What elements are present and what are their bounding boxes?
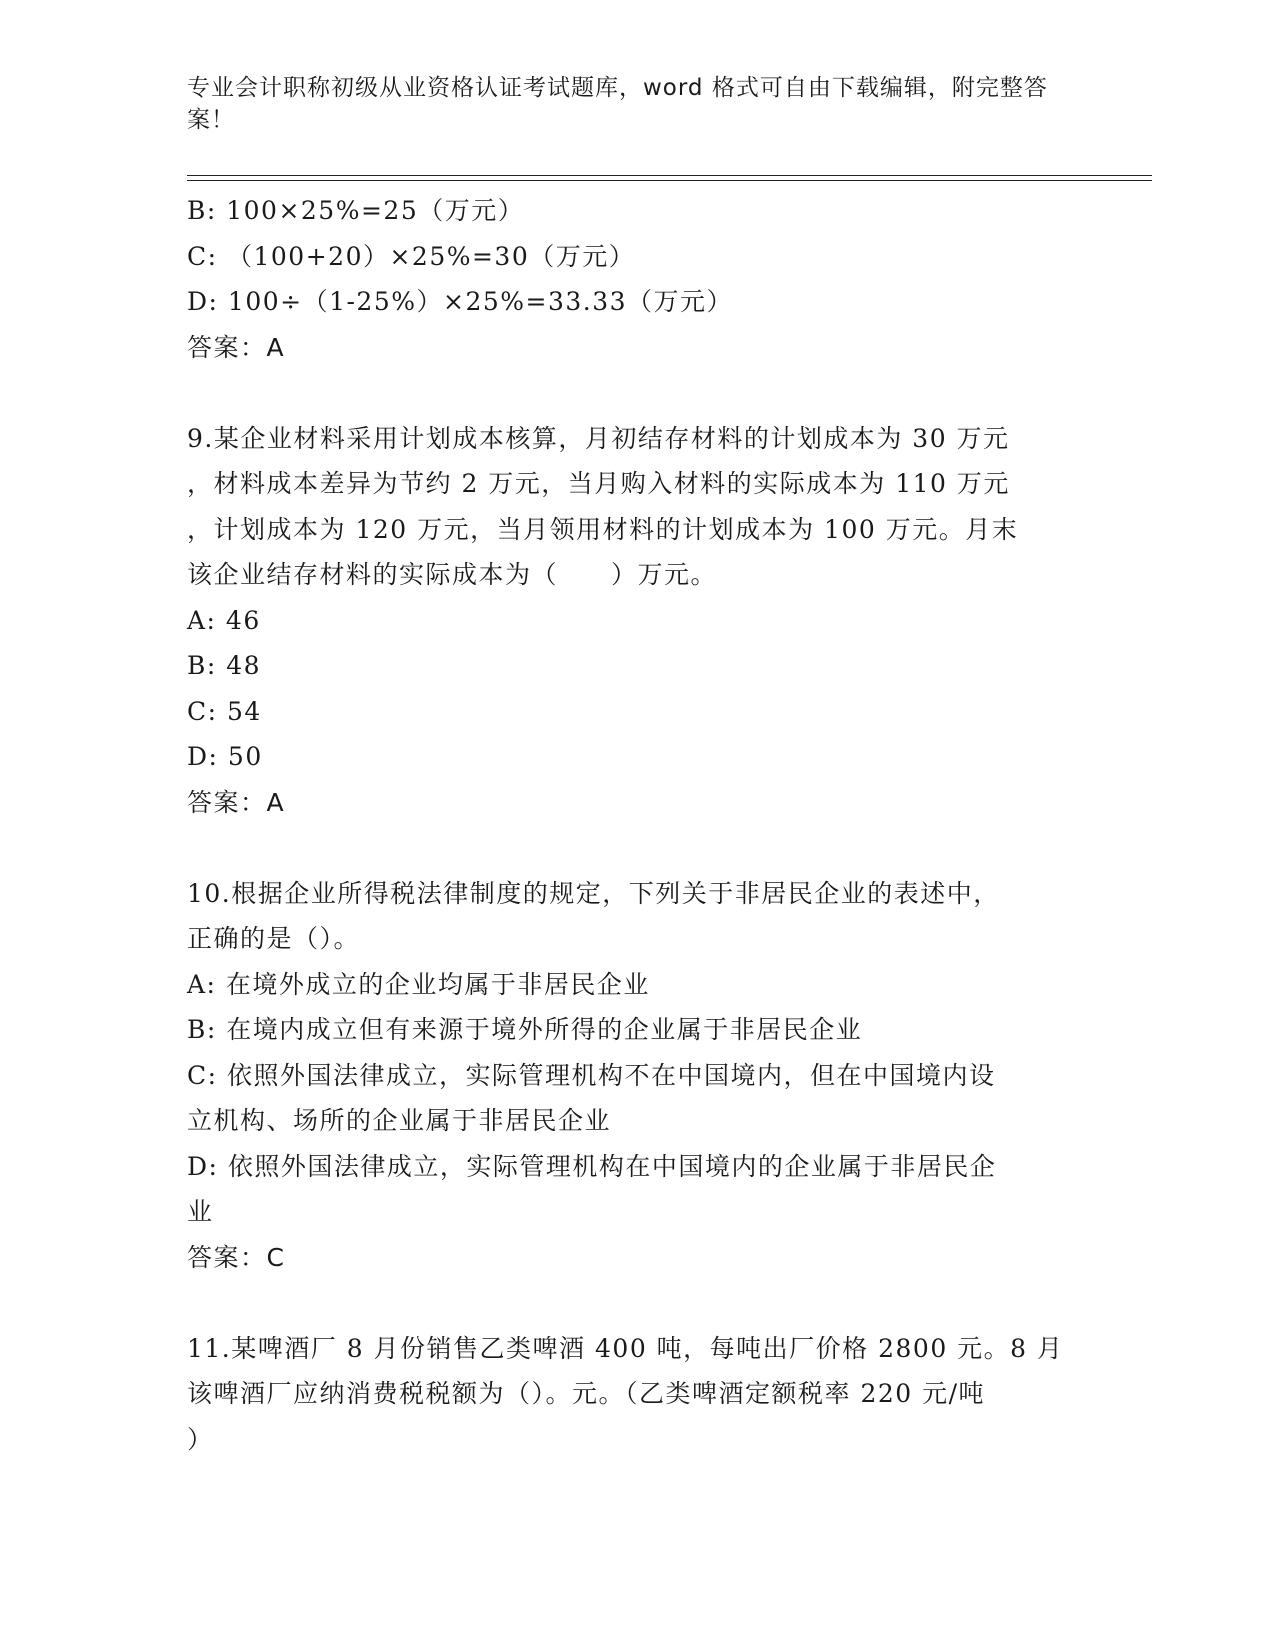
q10-option-d-line-1: D: 依照外国法律成立，实际管理机构在中国境内的企业属于非居民企 — [187, 1151, 997, 1181]
q8-option-b: B: 100×25%=25（万元） — [187, 196, 525, 225]
spacer — [187, 370, 1067, 416]
question-11 — [187, 1326, 1067, 1463]
question-9 — [187, 416, 1067, 826]
q9-answer: 答案：A — [187, 787, 286, 817]
question-8 — [187, 188, 1067, 370]
q9-stem-line-2: ，材料成本差异为节约 2 万元，当月购入材料的实际成本为 110 万元 — [187, 469, 1010, 498]
q9-option-c: C: 54 — [187, 696, 262, 726]
header-line-1: 专业会计职称初级从业资格认证考试题库，word 格式可自由下载编辑，附完整答 — [187, 75, 1048, 101]
q10-option-c-line-1: C: 依照外国法律成立，实际管理机构不在中国境内，但在中国境内设 — [187, 1060, 996, 1090]
q10-option-b: B: 在境内成立但有来源于境外所得的企业属于非居民企业 — [187, 1015, 863, 1044]
spacer — [187, 1280, 1067, 1326]
q11-stem-line-1: 11.某啤酒厂 8 月份销售乙类啤酒 400 吨，每吨出厂价格 2800 元。8 月 — [187, 1333, 1064, 1363]
header-divider-top — [187, 175, 1152, 176]
q10-option-a: A: 在境外成立的企业均属于非居民企业 — [187, 969, 650, 999]
q10-option-d-line-2: 业 — [187, 1197, 214, 1226]
q9-stem-line-3: ，计划成本为 120 万元，当月领用材料的计划成本为 100 万元。月末 — [187, 514, 1019, 544]
question-10 — [187, 871, 1067, 1281]
header-divider-bottom — [187, 180, 1152, 181]
document-body — [187, 188, 1067, 1462]
q9-option-b: B: 48 — [187, 651, 262, 680]
header-line-2: 案！ — [187, 107, 235, 133]
q11-stem-line-3: ） — [187, 1424, 214, 1454]
q10-option-c-line-2: 立机构、场所的企业属于非居民企业 — [187, 1106, 612, 1135]
q9-option-a: A: 46 — [187, 605, 261, 635]
q11-stem-line-2: 该啤酒厂应纳消费税税额为（）。元。（乙类啤酒定额税率 220 元/吨 — [187, 1379, 986, 1408]
page-header — [187, 72, 1067, 136]
q9-stem-line-1: 9.某企业材料采用计划成本核算，月初结存材料的计划成本为 30 万元 — [187, 423, 1010, 453]
q9-option-d: D: 50 — [187, 742, 263, 771]
q8-option-d: D: 100÷（1-25%）×25%=33.33（万元） — [187, 287, 734, 316]
q8-option-c: C: （100+20）×25%=30（万元） — [187, 241, 636, 271]
spacer — [187, 825, 1067, 871]
q10-stem-line-2: 正确的是（）。 — [187, 924, 361, 953]
q9-stem-line-4: 该企业结存材料的实际成本为（ ）万元。 — [187, 560, 718, 589]
q10-stem-line-1: 10.根据企业所得税法律制度的规定，下列关于非居民企业的表述中， — [187, 878, 1000, 908]
q8-answer: 答案：A — [187, 332, 286, 362]
q10-answer: 答案：C — [187, 1242, 286, 1272]
